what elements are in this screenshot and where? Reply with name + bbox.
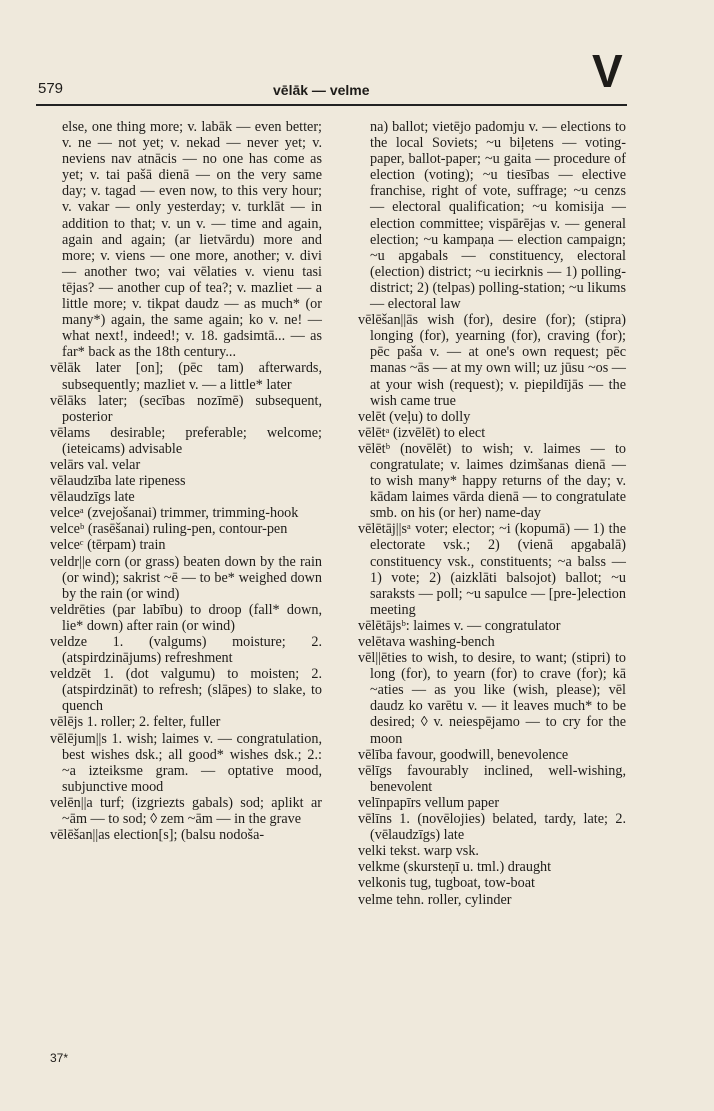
dictionary-entry: velētava washing-bench	[358, 634, 495, 650]
dictionary-entry: veldze 1. (valgums) moisture; 2. (atspirdzinājums) refreshment	[50, 634, 322, 667]
dictionary-entry: velme tehn. roller, cylinder	[358, 891, 512, 908]
dictionary-entry: vēlēšan||as election[s]; (balsu nodoša-	[50, 827, 265, 844]
dictionary-entry: velkme (skursteņī u. tml.) draught	[358, 859, 552, 876]
dictionary-entry: velki tekst. warp vsk.	[358, 843, 479, 860]
dictionary-entry: vēlētᵃ (izvēlēt) to elect	[358, 424, 486, 441]
dictionary-entry: vēlējum||s 1. wish; laimes v. — congratulation, best wishes dsk.; all good* wishes dsk.; 2.: ~a izteiksme gram. — optative mood, subjunctive mood	[50, 730, 322, 795]
dictionary-entry: vēlētāj||sᵃ voter; elector; ~i (kopumā) — 1) the electorate vsk.; 2) (vienā apgabalā) constituency vsk., constituents; ~a balss — 1) vote; 2) (aizklāti balsojot) ballot; ~u saraksts — poll; ~u sapulce — [pre-]election meeting	[358, 521, 626, 618]
dictionary-entry: vēlīns 1. (novēlojies) belated, tardy, late; 2. (vēlaudzīgs) late	[358, 811, 626, 844]
dictionary-entry: veldrēties (par labību) to droop (fall* down, lie* down) after rain (or wind)	[50, 601, 322, 634]
dictionary-entry: veldzēt 1. (dot valgumu) to moisten; 2. (atspirdzināt) to refresh; (slāpes) to slake, to quench	[50, 666, 322, 715]
left-column	[50, 119, 322, 843]
dictionary-entry: na) ballot; vietējo padomju v. — elections to the local Soviets; ~u biļetens — voting-paper, ballot-paper; ~u gaita — procedure of election (voting); ~u tiesības — elective franchise, right of vote, suffrage; ~u cenzs — electoral qualification; ~u komisija — election committee; vispārējas v. — general election; ~u kampaņa — election campaign; ~u apgabals — constituency, electoral (election) district; ~u iecirknis — 1) polling-district; 2) (telpas) polling-station; ~u likums — electoral law	[370, 119, 626, 313]
running-title: vēlāk — velme	[273, 82, 370, 98]
dictionary-entry: velceᵃ (zvejošanai) trimmer, trimming-hook	[50, 505, 299, 522]
dictionary-entry: vēlams desirable; preferable; welcome; (ieteicams) advisable	[50, 424, 322, 457]
dictionary-entry: vēlaudzība late ripeness	[50, 473, 186, 490]
signature-mark: 37*	[50, 1051, 69, 1065]
dictionary-entry: velceᶜ (tērpam) train	[50, 537, 166, 554]
dictionary-entry: vēl||ēties to wish, to desire, to want; (stipri) to long (for), to yearn (for) to crave (for); kā ~aties — as you like (wish, please); vēl daudz ko varētu v. — it leaves much* to be desired; ◊ v. neiespējamo — to cry for the moon	[358, 650, 626, 747]
dictionary-entry: else, one thing more; v. labāk — even better; v. ne — not yet; v. nekad — never yet; v. neviens nav atnācis — no one has come as yet; v. tai pašā dienā — on the very same day; v. tagad — even now, to this very hour; v. vakar — only yesterday; v. turklāt — in addition to that; v. un v. — time and again, again and again; (ar lietvārdu) more and more; v. viens — one more, another; v. divi — another two; vai vēlaties v. vienu tasi tējas? — another cup of tea?; v. mazliet — a little more; v. tikpat daudz — as much* (or many*) again, the same again; ko v. ne! — what next!, indeed!; v. 18. gadsimtā... — as far* back as the 18th century...	[62, 119, 322, 361]
dictionary-entry: vēlaudzīgs late	[50, 489, 135, 506]
dictionary-entry: vēlētājsᵇ: laimes v. — congratulator	[358, 617, 561, 634]
dictionary-entry: velceᵇ (rasēšanai) ruling-pen, contour-pen	[50, 521, 288, 538]
dictionary-entry: vēlāk later [on]; (pēc tam) afterwards, subsequently; mazliet v. — a little* later	[50, 360, 322, 393]
section-letter: V	[592, 45, 623, 97]
dictionary-entry: velēn||a turf; (izgriezts gabals) sod; aplikt ar ~ām — to sod; ◊ zem ~ām — in the grave	[50, 794, 322, 828]
right-column	[358, 119, 626, 908]
dictionary-entry: veldr||e corn (or grass) beaten down by the rain (or wind); sakrist ~ē — to be* weighed down by the rain (or wind)	[50, 553, 322, 602]
header-rule	[36, 104, 627, 106]
dictionary-entry: vēlīgs favourably inclined, well-wishing, benevolent	[358, 762, 626, 795]
dictionary-entry: vēlība favour, goodwill, benevolence	[358, 746, 569, 763]
dictionary-entry: vēlēšan||ās wish (for), desire (for); (stipra) longing (for), yearning (for), craving (for); pēc paša v. — at one's own request; pēc manas ~ās — at my own will; uz jūsu ~os — at your wish (request); v. piepildījās — the wish came true	[358, 312, 626, 409]
dictionary-entry: vēlētᵇ (novēlēt) to wish; v. laimes — to congratulate; v. laimes dzimšanas dienā — to wish many* happy returns of the day; v. kādam laimes vārda dienā — to congratulate smb. on his (or her) name-day	[358, 440, 626, 522]
dictionary-entry: velārs val. velar	[50, 456, 141, 473]
dictionary-entry: velīnpapīrs vellum paper	[358, 794, 500, 811]
dictionary-entry: vēlējs 1. roller; 2. felter, fuller	[50, 714, 221, 731]
dictionary-entry: velēt (veļu) to dolly	[358, 408, 471, 425]
dictionary-entry: velkonis tug, tugboat, tow-boat	[358, 875, 535, 892]
page-number: 579	[38, 80, 64, 97]
dictionary-entry: vēlāks later; (secības nozīmē) subsequent, posterior	[50, 392, 322, 425]
